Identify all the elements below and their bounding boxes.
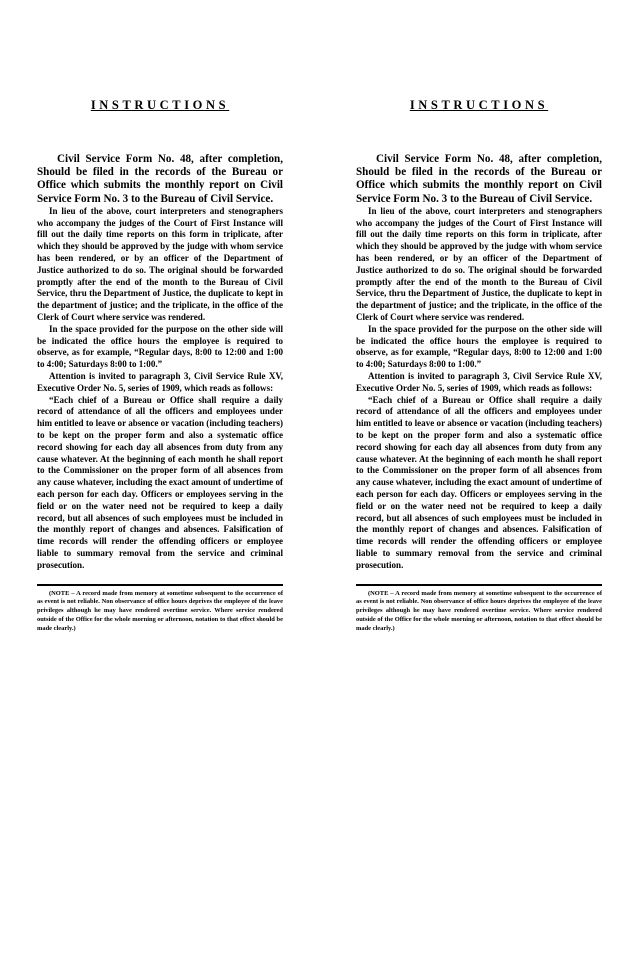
paragraph-court-interpreters: In lieu of the above, court interpreters and stenographers who accompany the judges of the Court of First Instance will fill out the daily time reports on this form in triplicate, after which they should be approved by the judge with whom service has been rendered, or by an officer of the Department of Justice authorized to do so. The original should be forwarded promptly after the end of the month to the Bureau of Civil Service, thru the Department of Justice, the duplicate to kept in the department of justice; and the triplicate, in the office of the Clerk of Court where service was rendered. (356, 205, 602, 322)
divider (37, 584, 283, 586)
paragraph-office-hours: In the space provided for the purpose on the other side will be indicated the office hours the employee is required to observe, as for example, “Regular days, 8:00 to 12:00 and 1:00 to 4:00; Saturdays 8:00 to 1:00.” (37, 323, 283, 370)
paragraph-attention: Attention is invited to paragraph 3, Civil Service Rule XV, Executive Order No. 5, series of 1909, which reads as follows: (37, 370, 283, 393)
paragraph-office-hours: In the space provided for the purpose on the other side will be indicated the office hours the employee is required to observe, as for example, “Regular days, 8:00 to 12:00 and 1:00 to 4:00; Saturdays 8:00 to 1:00.” (356, 323, 602, 370)
page-title: INSTRUCTIONS (90, 98, 230, 112)
instructions-column-left (37, 96, 283, 634)
paragraph-filing: Civil Service Form No. 48, after completion, Should be filed in the records of the Bureau or Office which submits the monthly report on Civil Service Form No. 3 to the Bureau of Civil Service. (37, 153, 283, 205)
instructions-column-right (356, 96, 602, 634)
page-title: INSTRUCTIONS (409, 98, 549, 112)
note-text: (NOTE – A record made from memory at sometime subsequent to the occurrence of as event is not reliable. Non observance of office hours deprives the employee of the leave privileges although he may have rendered overtime service. Where service rendered outside of the Office for the whole morning or afternoon, notation to that effect should be made clearly.) (356, 589, 602, 633)
paragraph-quoted-rule: “Each chief of a Bureau or Office shall require a daily record of attendance of all the officers and employees under him entitled to leave or absence or vacation (including teachers) to be kept on the proper form and also a systematic office record showing for each day all absences from duty from any cause whatever. At the beginning of each month he shall report to the Commissioner on the proper form of all absences from any cause whatever, including the exact amount of undertime of each person for each day. Officers or employees serving in the field or on the water need not be required to keep a daily record, but all absences of such employees must be included in the monthly report of changes and absences. Falsification of time records will render the offending officers or employee liable to summary removal from the service and criminal prosecution. (356, 394, 602, 570)
note-text: (NOTE – A record made from memory at sometime subsequent to the occurrence of as event is not reliable. Non observance of office hours deprives the employee of the leave privileges although he may have rendered overtime service. Where service rendered outside of the Office for the whole morning or afternoon, notation to that effect should be made clearly.) (37, 589, 283, 633)
paragraph-quoted-rule: “Each chief of a Bureau or Office shall require a daily record of attendance of all the officers and employees under him entitled to leave or absence or vacation (including teachers) to be kept on the proper form and also a systematic office record showing for each day all absences from duty from any cause whatever. At the beginning of each month he shall report to the Commissioner on the proper form of all absences from any cause whatever, including the exact amount of undertime of each person for each day. Officers or employees serving in the field or on the water need not be required to keep a daily record, but all absences of such employees must be included in the monthly report of changes and absences. Falsification of time records will render the offending officers or employee liable to summary removal from the service and criminal prosecution. (37, 394, 283, 570)
paragraph-filing: Civil Service Form No. 48, after completion, Should be filed in the records of the Bureau or Office which submits the monthly report on Civil Service Form No. 3 to the Bureau of Civil Service. (356, 153, 602, 205)
paragraph-court-interpreters: In lieu of the above, court interpreters and stenographers who accompany the judges of the Court of First Instance will fill out the daily time reports on this form in triplicate, after which they should be approved by the judge with whom service has been rendered, or by an officer of the Department of Justice authorized to do so. The original should be forwarded promptly after the end of the month to the Bureau of Civil Service, thru the Department of Justice, the duplicate to kept in the department of justice; and the triplicate, in the office of the Clerk of Court where service was rendered. (37, 205, 283, 322)
divider (356, 584, 602, 586)
paragraph-attention: Attention is invited to paragraph 3, Civil Service Rule XV, Executive Order No. 5, series of 1909, which reads as follows: (356, 370, 602, 393)
